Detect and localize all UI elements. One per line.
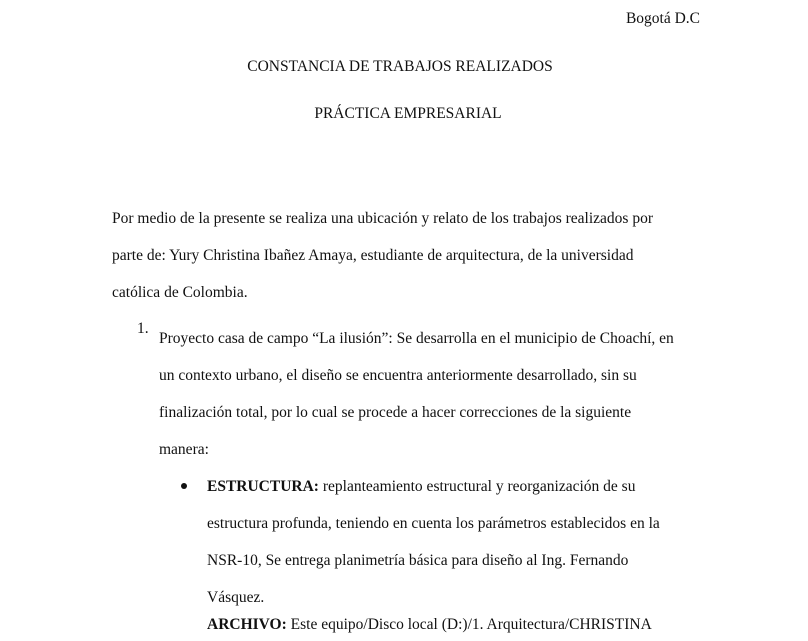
bullet-line: Vásquez.: [207, 589, 265, 606]
document-title: CONSTANCIA DE TRABAJOS REALIZADOS: [247, 58, 553, 75]
bullet-label: ESTRUCTURA:: [207, 478, 319, 495]
bullet-line: estructura profunda, teniendo en cuenta los parámetros establecidos en la: [207, 515, 660, 532]
city-date: Bogotá D.C: [625, 10, 700, 27]
item-line: finalización total, por lo cual se procede a hacer correcciones de la siguiente: [159, 404, 632, 421]
archivo-label: ARCHIVO:: [207, 616, 287, 633]
item-line: manera:: [159, 441, 209, 458]
document-subtitle: PRÁCTICA EMPRESARIAL: [314, 105, 502, 122]
intro-line: Por medio de la presente se realiza una ubicación y relato de los trabajos realizados por: [112, 210, 653, 227]
bullet-text: [207, 468, 687, 616]
intro-paragraph: [112, 200, 702, 311]
intro-line: católica de Colombia.: [112, 284, 248, 301]
bullet-first-line-text: replanteamiento estructural y reorganización de su: [318, 478, 636, 495]
item-line: un contexto urbano, el diseño se encuentra anteriormente desarrollado, sin su: [159, 367, 637, 384]
bullet-first-line: [207, 468, 687, 505]
intro-line: parte de: Yury Christina Ibañez Amaya, estudiante de arquitectura, de la universidad: [112, 247, 634, 264]
item-text: [159, 320, 704, 468]
item-line: Proyecto casa de campo “La ilusión”: Se desarrolla en el municipio de Choachí, en: [159, 330, 674, 347]
bullet-line: NSR-10, Se entrega planimetría básica para diseño al Ing. Fernando: [207, 552, 629, 569]
archivo-path: Este equipo/Disco local (D:)/1. Arquitectura/CHRISTINA: [286, 616, 652, 633]
archivo-line: [207, 616, 652, 634]
item-number: 1.: [137, 320, 149, 337]
bullet-dot-icon: [181, 483, 187, 489]
